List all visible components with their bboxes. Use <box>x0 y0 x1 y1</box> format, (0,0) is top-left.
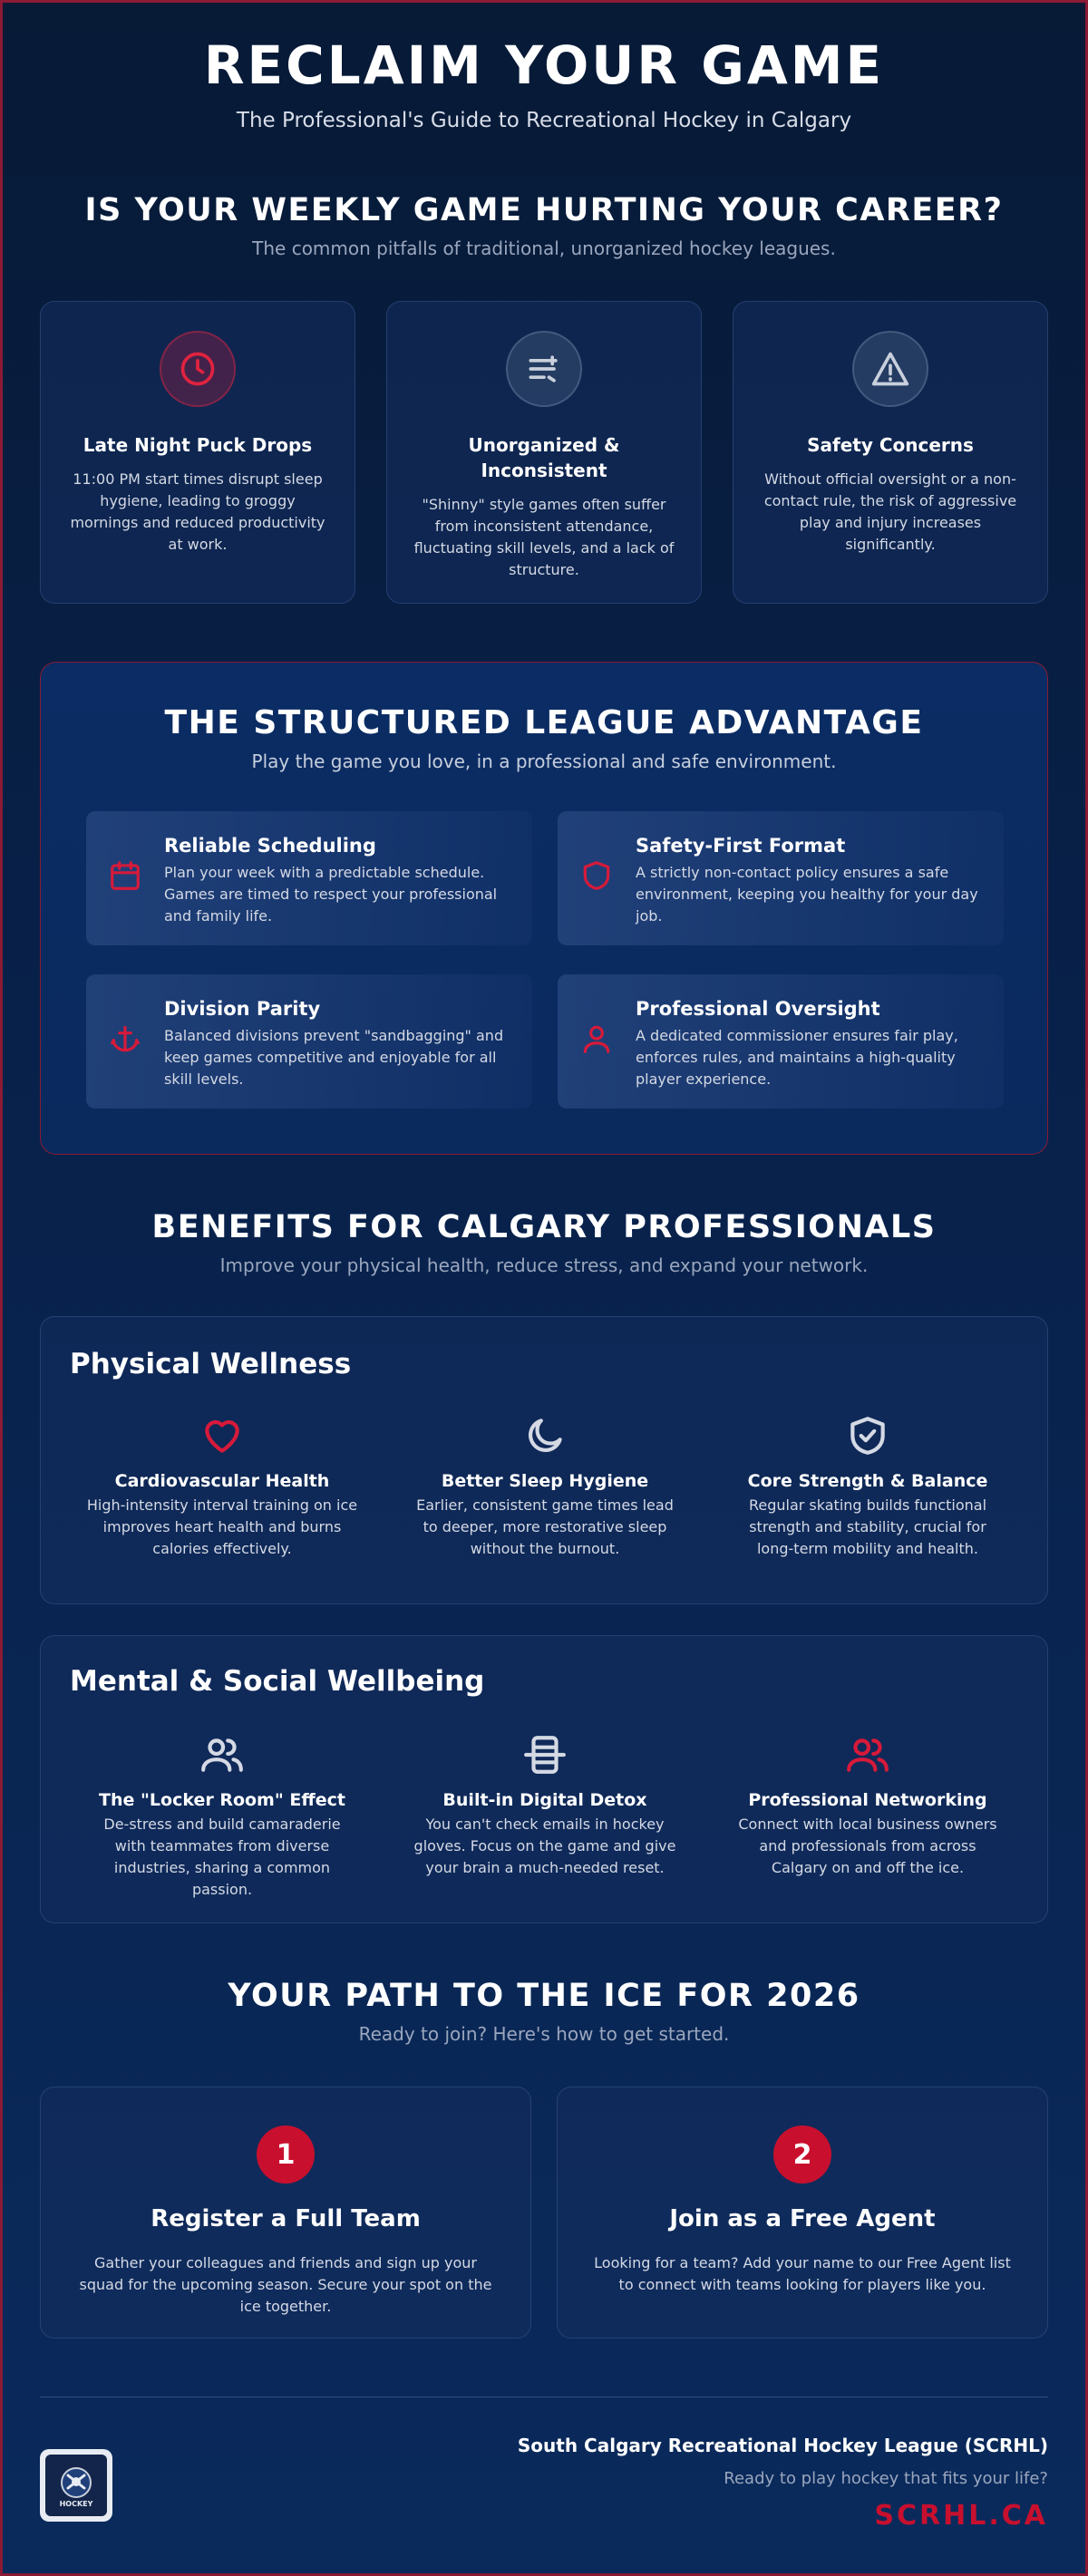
step-number: 2 <box>773 2126 831 2184</box>
network-icon <box>845 1732 890 1777</box>
benefits-header <box>40 1209 1048 1276</box>
heart-icon <box>199 1413 245 1458</box>
benefit-item <box>409 1732 681 1879</box>
shield-icon <box>579 858 614 893</box>
advantage-header <box>41 704 1047 772</box>
mental-wellbeing-title: Mental & Social Wellbeing <box>70 1665 485 1698</box>
clock-icon <box>160 331 236 407</box>
step-title: Join as a Free Agent <box>669 2205 936 2232</box>
feature-card <box>86 974 532 1109</box>
hero-subtitle: The Professional's Guide to Recreational Hockey in Calgary <box>236 109 852 132</box>
pitfall-card <box>40 301 355 604</box>
benefit-title: Built-in Digital Detox <box>442 1790 647 1810</box>
pitfalls-header <box>40 192 1048 259</box>
footer-tagline: Ready to play hockey that fits your life? <box>724 2469 1048 2488</box>
footer-url-link[interactable]: SCRHL.CA <box>874 2500 1048 2532</box>
step-card[interactable] <box>557 2087 1048 2339</box>
feature-text: Plan your week with a predictable schedule. Games are timed to respect your professional and family life. <box>164 864 498 925</box>
benefit-title: Core Strength & Balance <box>747 1471 988 1491</box>
pitfall-text: 11:00 PM start times disrupt sleep hygiene, leading to groggy mornings and reduced productivity at work. <box>70 470 325 553</box>
benefit-title: Better Sleep Hygiene <box>441 1471 649 1491</box>
benefit-title: Professional Networking <box>748 1790 987 1810</box>
benefit-text: Earlier, consistent game times lead to deeper, more restorative sleep without the burnout. <box>416 1496 674 1557</box>
pitfall-title: Safety Concerns <box>807 434 974 456</box>
phone-off-icon <box>522 1732 568 1777</box>
path-title: YOUR PATH TO THE ICE FOR 2026 <box>228 1978 860 2014</box>
benefit-item <box>86 1413 358 1560</box>
feature-title: Reliable Scheduling <box>164 835 376 857</box>
league-logo <box>40 2449 112 2522</box>
path-subtitle: Ready to join? Here's how to get started. <box>358 2023 730 2045</box>
physical-wellness-card <box>40 1316 1048 1604</box>
pitfalls-cards <box>40 301 1048 604</box>
shield-check-icon <box>845 1413 890 1458</box>
benefit-item <box>86 1732 358 1901</box>
pitfall-title: Late Night Puck Drops <box>83 434 313 456</box>
benefit-item <box>732 1413 1004 1560</box>
feature-card <box>558 811 1004 945</box>
user-icon <box>579 1022 614 1056</box>
step-number: 1 <box>257 2126 315 2184</box>
benefit-title: Cardiovascular Health <box>114 1471 330 1491</box>
hero <box>40 34 1048 132</box>
feature-title: Division Parity <box>164 998 321 1020</box>
moon-icon <box>522 1413 568 1458</box>
feature-text: Balanced divisions prevent "sandbagging" and keep games competitive and enjoyable for all skill levels. <box>164 1027 504 1088</box>
benefits-subtitle: Improve your physical health, reduce stress, and expand your network. <box>219 1254 869 1276</box>
footer-league-name: South Calgary Recreational Hockey League (SCRHL) <box>517 2435 1048 2456</box>
advantage-subtitle: Play the game you love, in a professional and safe environment. <box>251 751 837 772</box>
pitfalls-subtitle: The common pitfalls of traditional, unorganized hockey leagues. <box>252 237 836 259</box>
pitfall-card <box>386 301 702 604</box>
feature-text: A dedicated commissioner ensures fair play, enforces rules, and maintains a high-quality player experience. <box>636 1027 958 1088</box>
benefit-item <box>732 1732 1004 1879</box>
mental-wellbeing-card <box>40 1635 1048 1923</box>
benefit-text: Connect with local business owners and professionals from across Calgary on and off the ice. <box>738 1816 997 1876</box>
step-text: Looking for a team? Add your name to our Free Agent list to connect with teams looking for players like you. <box>594 2254 1011 2293</box>
benefit-text: You can't check emails in hockey gloves. Focus on the game and give your brain a much-needed reset. <box>413 1816 676 1876</box>
scatter-icon <box>506 331 582 407</box>
path-header <box>40 1978 1048 2045</box>
anchor-icon <box>108 1022 142 1056</box>
calendar-icon <box>108 858 142 893</box>
pitfalls-title: IS YOUR WEEKLY GAME HURTING YOUR CAREER? <box>84 192 1004 228</box>
benefit-text: Regular skating builds functional strength and stability, crucial for long-term mobility and health. <box>748 1496 987 1557</box>
pitfall-title: Unorganized & Inconsistent <box>468 434 620 481</box>
logo-text: HOCKEY <box>59 2500 93 2508</box>
hero-title: RECLAIM YOUR GAME <box>203 34 885 96</box>
benefit-title: The "Locker Room" Effect <box>99 1790 345 1810</box>
advantage-panel <box>40 662 1048 1155</box>
feature-card <box>86 811 532 945</box>
pitfall-text: "Shinny" style games often suffer from inconsistent attendance, fluctuating skill levels, and a lack of structure. <box>413 496 675 578</box>
benefit-text: De-stress and build camaraderie with teammates from diverse industries, sharing a common passion. <box>103 1816 341 1898</box>
benefit-text: High-intensity interval training on ice improves heart health and burns calories effectively. <box>86 1496 358 1557</box>
advantage-title: THE STRUCTURED LEAGUE ADVANTAGE <box>164 704 924 741</box>
step-card[interactable] <box>40 2087 531 2339</box>
pitfall-card <box>733 301 1048 604</box>
feature-card <box>558 974 1004 1109</box>
benefits-title: BENEFITS FOR CALGARY PROFESSIONALS <box>151 1209 937 1245</box>
physical-wellness-title: Physical Wellness <box>70 1348 352 1380</box>
logo-badge <box>45 2455 107 2516</box>
benefit-item <box>409 1413 681 1560</box>
step-text: Gather your colleagues and friends and sign up your squad for the upcoming season. Secure your spot on the ice together. <box>79 2254 492 2315</box>
feature-title: Professional Oversight <box>636 998 880 1020</box>
feature-text: A strictly non-contact policy ensures a safe environment, keeping you healthy for your day job. <box>636 864 978 925</box>
pitfall-text: Without official oversight or a non-contact rule, the risk of aggressive play and injury increases significantly. <box>763 470 1017 553</box>
feature-title: Safety-First Format <box>636 835 846 857</box>
users-icon <box>199 1732 245 1777</box>
hockey-logo-icon <box>52 2461 101 2510</box>
warning-icon <box>852 331 928 407</box>
step-title: Register a Full Team <box>151 2205 421 2232</box>
